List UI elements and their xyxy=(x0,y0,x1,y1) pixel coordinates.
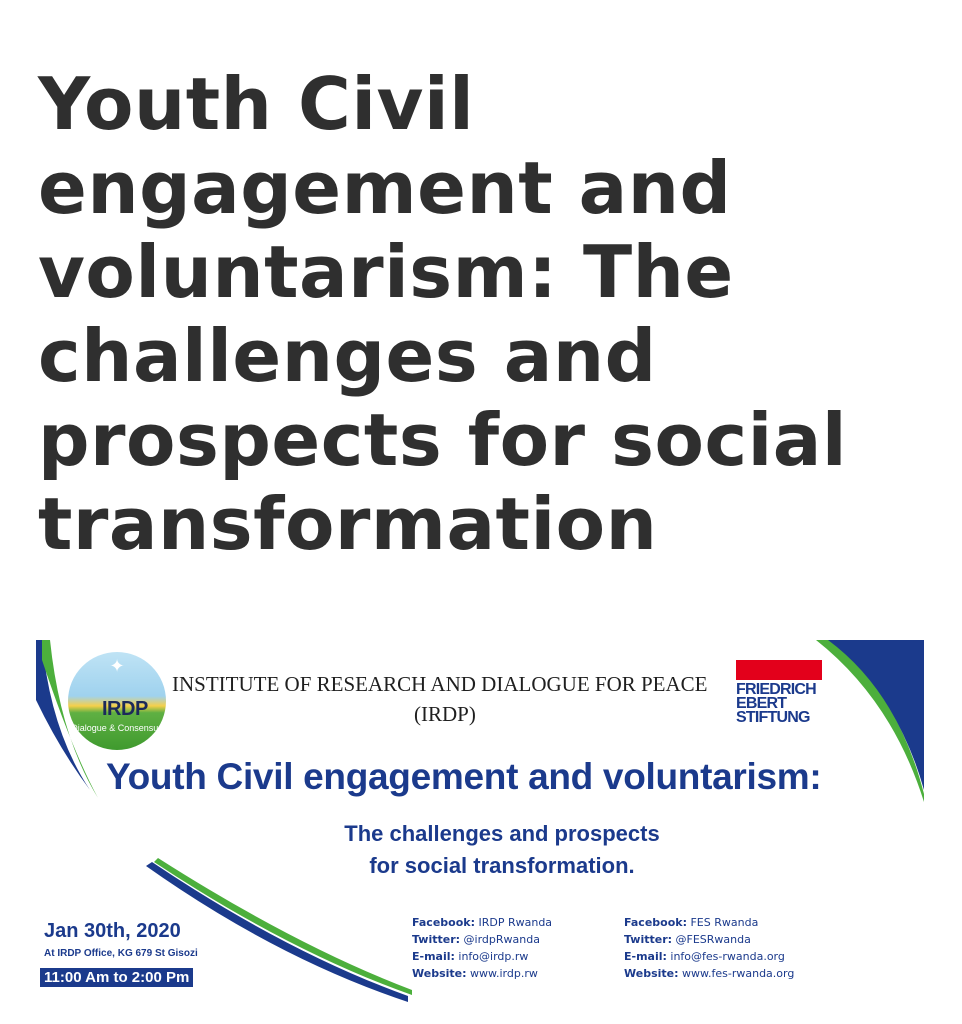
flyer-title: Youth Civil engagement and voluntarism: xyxy=(106,756,822,797)
fes-contacts xyxy=(624,914,794,982)
contact-value: FES Rwanda xyxy=(690,916,759,929)
contact-value: info@fes-rwanda.org xyxy=(670,950,785,963)
article-headline xyxy=(38,62,938,566)
irdp-logo xyxy=(68,652,166,750)
flyer-subtitle-line: The challenges and prospects xyxy=(344,821,660,846)
contact-value: www.irdp.rw xyxy=(470,967,538,980)
contact-value: www.fes-rwanda.org xyxy=(682,967,795,980)
contact-value: info@irdp.rw xyxy=(458,950,529,963)
contact-key: E-mail: xyxy=(412,950,455,963)
headline-line: transformation xyxy=(38,482,658,566)
contact-key: Website: xyxy=(412,967,467,980)
contact-row xyxy=(624,931,794,948)
contact-value: @FESRwanda xyxy=(675,933,751,946)
contact-row xyxy=(412,965,552,982)
fes-logo-line: EBERT xyxy=(736,695,787,712)
event-venue: At IRDP Office, KG 679 St Gisozi xyxy=(44,948,198,959)
contact-key: Facebook: xyxy=(412,916,475,929)
contact-value: IRDP Rwanda xyxy=(478,916,553,929)
fes-logo xyxy=(736,683,816,725)
flyer-subtitle xyxy=(272,818,732,882)
headline-line: Youth Civil xyxy=(38,62,475,146)
contact-key: Website: xyxy=(624,967,679,980)
irdp-contacts xyxy=(412,914,552,982)
fes-logo-bar xyxy=(736,660,822,680)
contact-key: Facebook: xyxy=(624,916,687,929)
headline-line: prospects for social xyxy=(38,398,848,482)
contact-row xyxy=(412,931,552,948)
flyer-subtitle-line: for social transformation. xyxy=(369,853,635,878)
headline-line: voluntarism: The xyxy=(38,230,734,314)
organization-name: INSTITUTE OF RESEARCH AND DIALOGUE FOR PEACE xyxy=(172,672,708,696)
contact-key: Twitter: xyxy=(412,933,461,946)
headline-line: engagement and xyxy=(38,146,732,230)
contact-key: Twitter: xyxy=(624,933,673,946)
contact-value: @irdpRwanda xyxy=(463,933,540,946)
event-date: Jan 30th, 2020 xyxy=(44,920,181,942)
right-blue-swoosh xyxy=(824,640,924,790)
logo-tagline: Dialogue & Consensus xyxy=(71,723,163,733)
logo-acronym: IRDP xyxy=(102,698,148,720)
contact-key: E-mail: xyxy=(624,950,667,963)
contact-row xyxy=(624,965,794,982)
dove-icon: ✦ xyxy=(109,656,125,677)
contact-row xyxy=(624,914,794,931)
contact-row xyxy=(412,914,552,931)
event-time: 11:00 Am to 2:00 Pm xyxy=(40,968,193,987)
contact-row xyxy=(624,948,794,965)
fes-logo-line: STIFTUNG xyxy=(736,709,810,726)
organization-acronym: (IRDP) xyxy=(414,702,476,726)
fes-logo-line: FRIEDRICH xyxy=(736,681,816,698)
headline-line: challenges and xyxy=(38,314,657,398)
event-flyer-image xyxy=(36,640,924,1002)
contact-row xyxy=(412,948,552,965)
